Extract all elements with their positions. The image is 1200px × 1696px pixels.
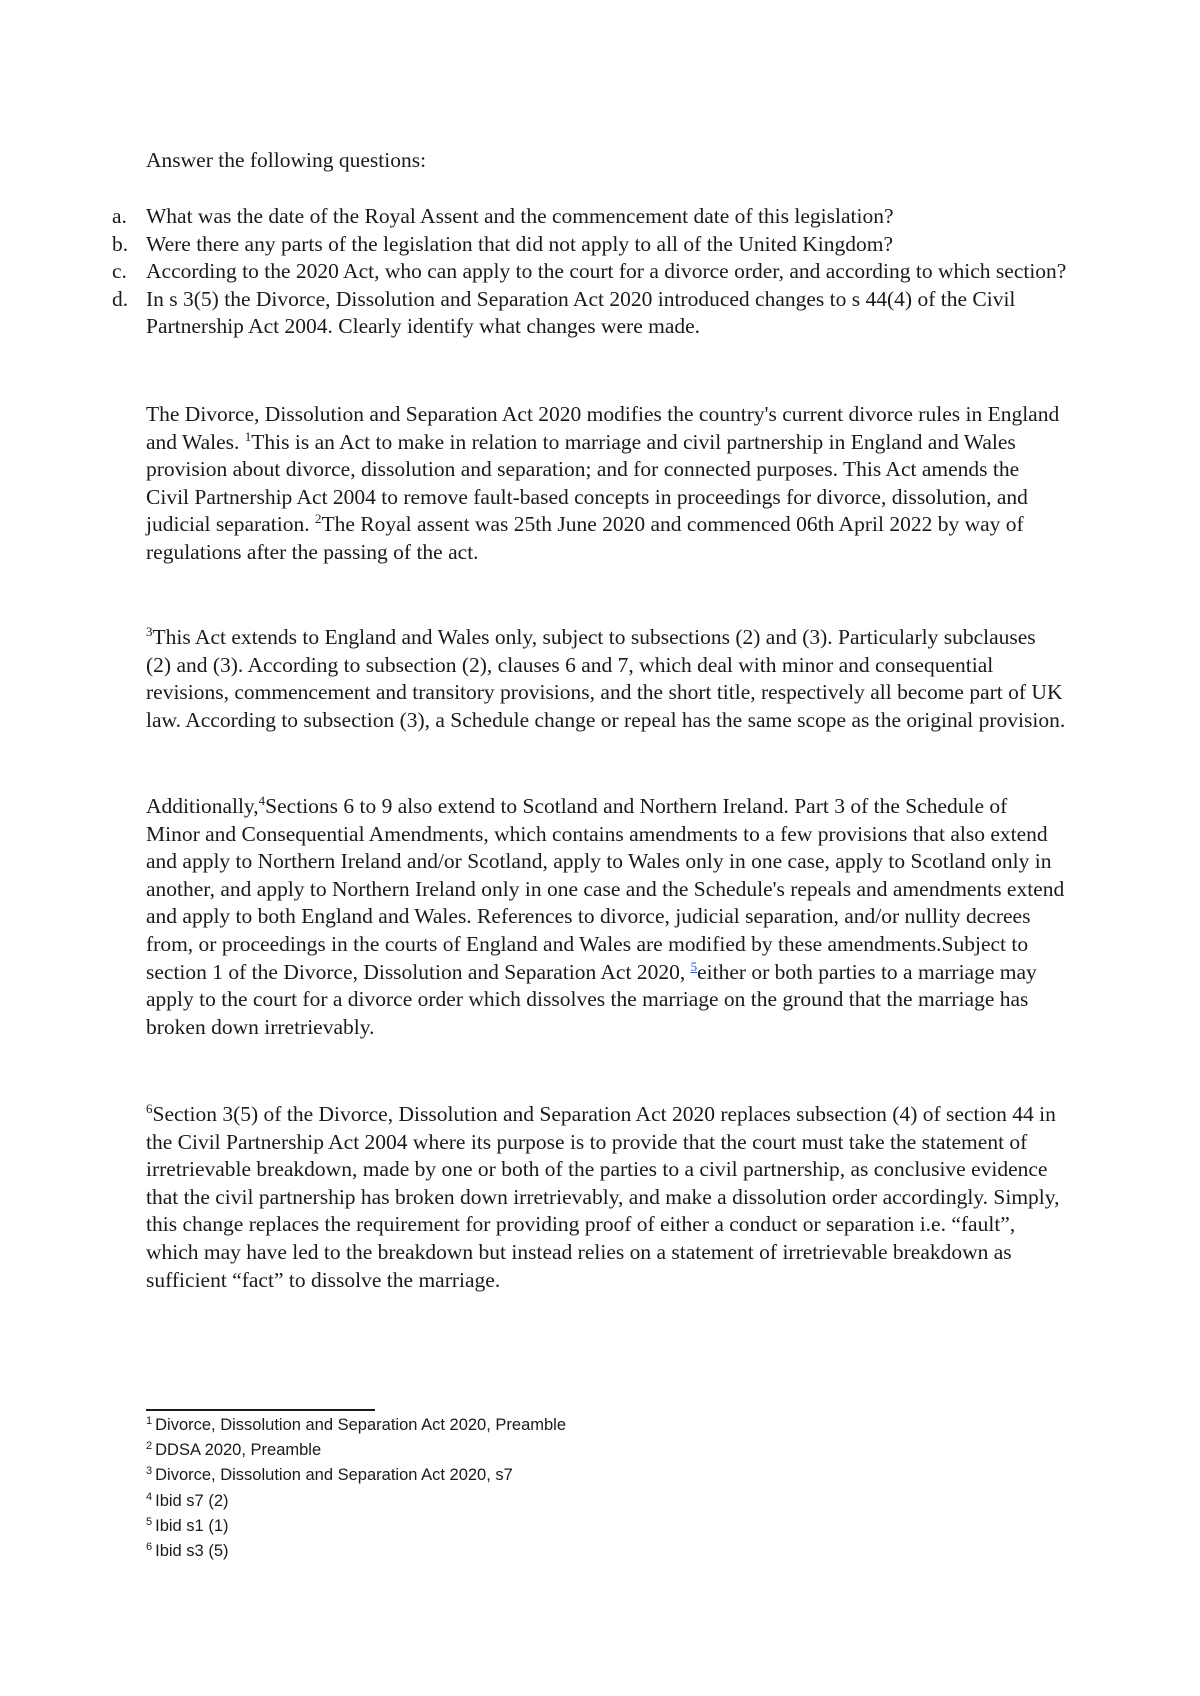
footnote-separator (146, 1409, 375, 1411)
instructions-heading: Answer the following questions: (146, 148, 427, 172)
question-text: In s 3(5) the Divorce, Dissolution and Separation Act 2020 introduced changes to s 44(4) of the Civil Partnership Act 2004. Clearly identify what changes were made. (146, 286, 1016, 339)
footnote-text: Ibid s1 (1) (155, 1516, 229, 1535)
footnote-reference: 2 (314, 511, 322, 527)
footnote-number: 2 (146, 1440, 153, 1453)
footnote-link[interactable]: 5 (690, 958, 698, 974)
footnote-item (146, 1539, 566, 1564)
paragraph-text: The Divorce, Dissolution and Separation Act 2020 modifies the country's current divorce rules in England and Wales. (146, 402, 1060, 454)
footnote-text: Divorce, Dissolution and Separation Act 2020, Preamble (155, 1416, 567, 1434)
footnote-number: 4 (146, 1490, 153, 1503)
footnotes-list (146, 1413, 566, 1564)
footnote-text: Divorce, Dissolution and Separation Act 2020, s7 (155, 1466, 513, 1485)
question-item (112, 258, 1072, 286)
paragraph-text: The Royal assent was 25th June 2020 and commenced 06th April 2022 by way of regulations after the passing of the act. (146, 512, 1024, 564)
footnote-text: DDSA 2020, Preamble (155, 1441, 322, 1460)
footnote-text: Ibid s7 (2) (155, 1491, 229, 1510)
answer-paragraph-royal-assent (146, 401, 1066, 567)
footnote-number: 5 (146, 1515, 153, 1528)
footnote-reference: 3 (146, 624, 153, 639)
footnote-item (146, 1413, 566, 1438)
footnote-item (146, 1514, 566, 1539)
footnote-text: Ibid s3 (5) (155, 1542, 229, 1561)
paragraph-text: Additionally, (146, 794, 259, 818)
question-text: According to the 2020 Act, who can apply to the court for a divorce order, and according to which section? (146, 259, 1067, 284)
paragraph-text: Sections 6 to 9 also extend to Scotland and Northern Ireland. Part 3 of the Schedule of Minor and Consequential Amendments, which contains amendments to a few provisions that also extend and apply to Northern Ireland and/or Scotland, apply to Wales only in one case, apply to Scotland only in another, and apply to Northern Ireland only in one case and the Schedule's repeals and amendments extend and apply to both England and Wales. References to divorce, judicial separation, and/or nullity decrees from, or proceedings in the courts of England and Wales are modified by these amendments.Subject to section 1 of the Divorce, Dissolution and Separation Act 2020, (146, 794, 1065, 984)
paragraph-text: This is an Act to make in relation to marriage and civil partnership in England and Wales provision about divorce, dissolution and separation; and for connected purposes. This Act amends the Civil Partnership Act 2004 to remove fault-based concepts in proceedings for divorce, dissolution, and judicial separation. (146, 429, 1028, 537)
footnote-number: 1 (146, 1415, 153, 1427)
footnote-item (146, 1463, 566, 1488)
footnote-number: 3 (146, 1465, 153, 1478)
question-text: What was the date of the Royal Assent and the commencement date of this legislation? (146, 204, 894, 228)
footnote-number: 6 (146, 1541, 153, 1554)
answer-paragraph-scotland-ni (146, 793, 1066, 1041)
question-letter: c. (112, 259, 127, 284)
question-item (112, 286, 1072, 341)
question-letter: d. (112, 286, 129, 311)
footnote-reference: 1 (244, 428, 252, 444)
footnote-item (146, 1438, 566, 1463)
footnote-item (146, 1489, 566, 1514)
paragraph-text: either or both parties to a marriage may apply to the court for a divorce order which dissolves the marriage on the ground that the marriage has broken down irretrievably. (146, 959, 1037, 1039)
paragraph-text: Section 3(5) of the Divorce, Dissolution and Separation Act 2020 replaces subsection (4) of section 44 in the Civil Partnership Act 2004 where its purpose is to provide that the court must take the statement of irretrievable breakdown, made by one or both of the parties to a civil partnership, as conclusive evidence that the civil partnership has broken down irretrievably, and make a dissolution order accordingly. Simply, this change replaces the requirement for providing proof of either a conduct or separation i.e. “fault”, which may have led to the breakdown but instead relies on a statement of irretrievable breakdown as sufficient “fact” to dissolve the marriage. (146, 1102, 1060, 1292)
question-text: Were there any parts of the legislation that did not apply to all of the United Kingdom? (146, 231, 893, 256)
paragraph-text: This Act extends to England and Wales only, subject to subsections (2) and (3). Particularly subclauses (2) and (3). According to subsection (2), clauses 6 and 7, which deal with minor and consequential revisions, commencement and transitory provisions, and the short title, respectively all become part of UK law. According to subsection (3), a Schedule change or repeal has the same scope as the original provision. (146, 625, 1066, 732)
question-item (112, 203, 1072, 231)
question-letter: a. (112, 204, 127, 228)
question-item (112, 231, 1072, 259)
question-list (112, 203, 1072, 341)
answer-paragraph-extent (146, 624, 1066, 734)
footnote-reference: 4 (258, 793, 266, 808)
footnote-reference: 6 (146, 1101, 153, 1116)
answer-paragraph-section-3-5 (146, 1101, 1066, 1294)
question-letter: b. (112, 231, 129, 256)
